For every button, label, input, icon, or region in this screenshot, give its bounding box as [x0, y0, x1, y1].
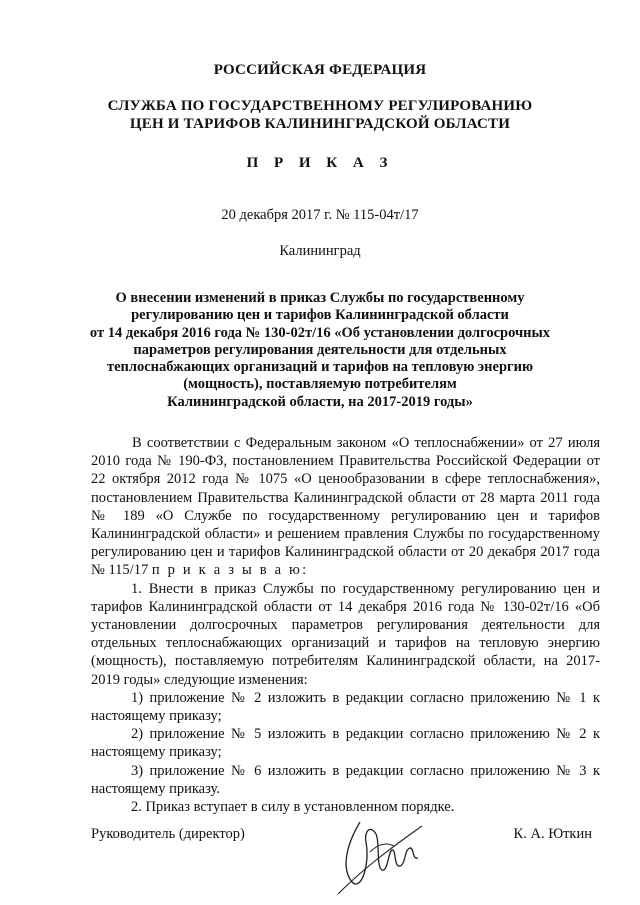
subitem-1: 1) приложение № 2 изложить в редакции согласно приложению № 1 к настоящему приказу; [91, 689, 600, 725]
handwritten-signature [330, 812, 430, 902]
title-line: от 14 декабря 2016 года № 130-02т/16 «Об установлении долгосрочных [89, 324, 551, 341]
agency-heading-line2: ЦЕН И ТАРИФОВ КАЛИНИНГРАДСКОЙ ОБЛАСТИ [129, 116, 511, 132]
agency-heading-line1: СЛУЖБА ПО ГОСУДАРСТВЕННОМУ РЕГУЛИРОВАНИЮ [107, 98, 533, 114]
subitem-3: 3) приложение № 6 изложить в редакции согласно приложению № 3 к настоящему приказу. [91, 762, 600, 797]
order-body [91, 434, 600, 816]
title-line: регулированию цен и тарифов Калининградской области [131, 307, 509, 324]
item-1: 1. Внести в приказ Службы по государственному регулированию цен и тарифов Калининградской области от 14 декабря 2016 года № 130-02т/16 «Об установлении долгосрочных параметров регулирования деятельности для отдельных теплоснабжающих организаций и тарифов на тепловую энергию (мощность), поставляемую потребителям Калининградской области, на 2017-2019 годы» следующие изменения: [91, 580, 600, 688]
date-number: 20 декабря 2017 г. № 115-04т/17 [221, 207, 419, 223]
country-heading: РОССИЙСКАЯ ФЕДЕРАЦИЯ [213, 62, 427, 78]
signer-name: К. А. Юткин [513, 826, 592, 842]
city: Калининград [279, 243, 361, 259]
title-line: параметров регулирования деятельности для отдельных [133, 341, 507, 358]
preamble-paragraph [91, 434, 600, 580]
title-line: (мощность), поставляемую потребителям [183, 376, 457, 393]
preamble-text: В соответствии с Федеральным законом «О теплоснабжении» от 27 июля 2010 года № 190-ФЗ, постановлением Правительства Российской Федерации от 22 октября 2012 года № 1075 «О ценообразовании в сфере теплоснабжения», постановлением Правительства Калининградской области от 28 марта 2011 года № 189 «О Службе по государственному регулированию цен и тарифов Калининградской области» и решением правления Службы по государственному регулированию цен и тарифов Калининградской области от 20 декабря 2017 года № 115/17 [91, 435, 600, 579]
signer-position: Руководитель (директор) [91, 826, 245, 842]
title-line: теплоснабжающих организаций и тарифов на тепловую энергию [106, 359, 534, 376]
order-heading: П Р И К А З [246, 155, 394, 171]
item-2: 2. Приказ вступает в силу в установленном порядке. [131, 799, 455, 816]
title-line: Калининградской области, на 2017-2019 годы» [167, 393, 473, 410]
order-word: п р и к а з ы в а ю: [151, 562, 309, 579]
order-title [0, 290, 640, 411]
title-line: О внесении изменений в приказ Службы по государственному [115, 290, 525, 306]
subitem-2: 2) приложение № 5 изложить в редакции согласно приложению № 2 к настоящему приказу; [91, 726, 600, 761]
